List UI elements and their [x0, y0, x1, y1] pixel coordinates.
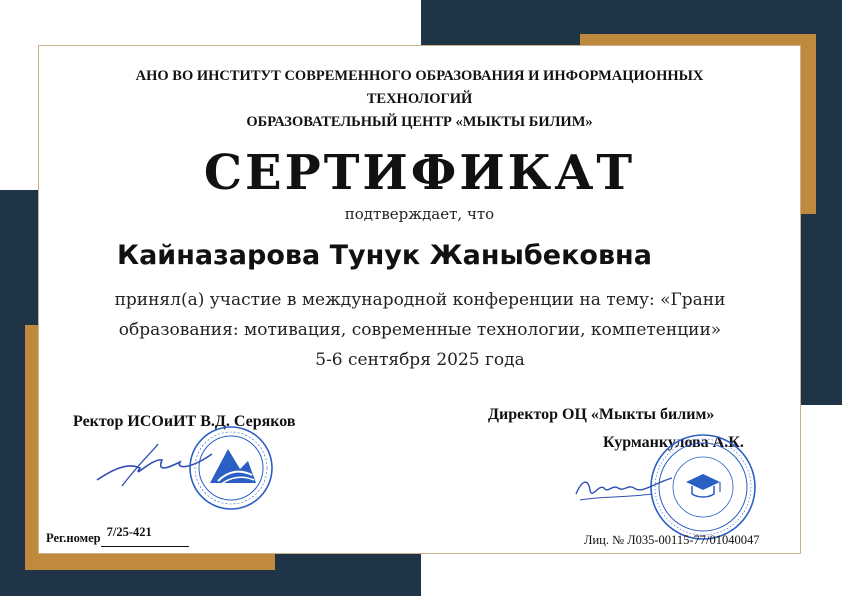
reg-label: Рег.номер [46, 531, 101, 545]
recipient-name: Кайназарова Тунук Жаныбековна [117, 240, 652, 271]
reg-number-underline [101, 525, 189, 547]
rector-signature-label: Ректор ИСОиИТ В.Д. Серяков [73, 413, 296, 430]
certificate-body [60, 285, 780, 375]
header-line-1: АНО ВО ИНСТИТУТ СОВРЕМЕННОГО ОБРАЗОВАНИЯ И ИНФОРМАЦИОННЫХ [135, 68, 704, 84]
body-line-1: принял(а) участие в международной конференции на тему: «Грани [114, 290, 726, 310]
reg-number-value: 7/25-421 [106, 525, 152, 539]
director-name-label: Курманкулова А.К. [603, 434, 744, 451]
director-title-label: Директор ОЦ «Мыкты билим» [488, 406, 715, 423]
confirms-text: подтверждает, что [344, 205, 495, 223]
license-number: Лиц. № Л035-00115-77/01040047 [584, 533, 760, 547]
body-line-2: образования: мотивация, современные технологии, компетенции» [118, 320, 722, 340]
director-signature [572, 470, 682, 510]
header-line-2: ТЕХНОЛОГИЙ [366, 91, 473, 107]
registration-number [46, 525, 189, 547]
institute-header [38, 65, 801, 134]
certificate-title: СЕРТИФИКАТ [203, 145, 636, 201]
institute-logo-stamp [188, 425, 274, 511]
header-line-3: ОБРАЗОВАТЕЛЬНЫЙ ЦЕНТР «МЫКТЫ БИЛИМ» [246, 114, 593, 130]
event-date: 5-6 сентября 2025 года [315, 350, 525, 370]
